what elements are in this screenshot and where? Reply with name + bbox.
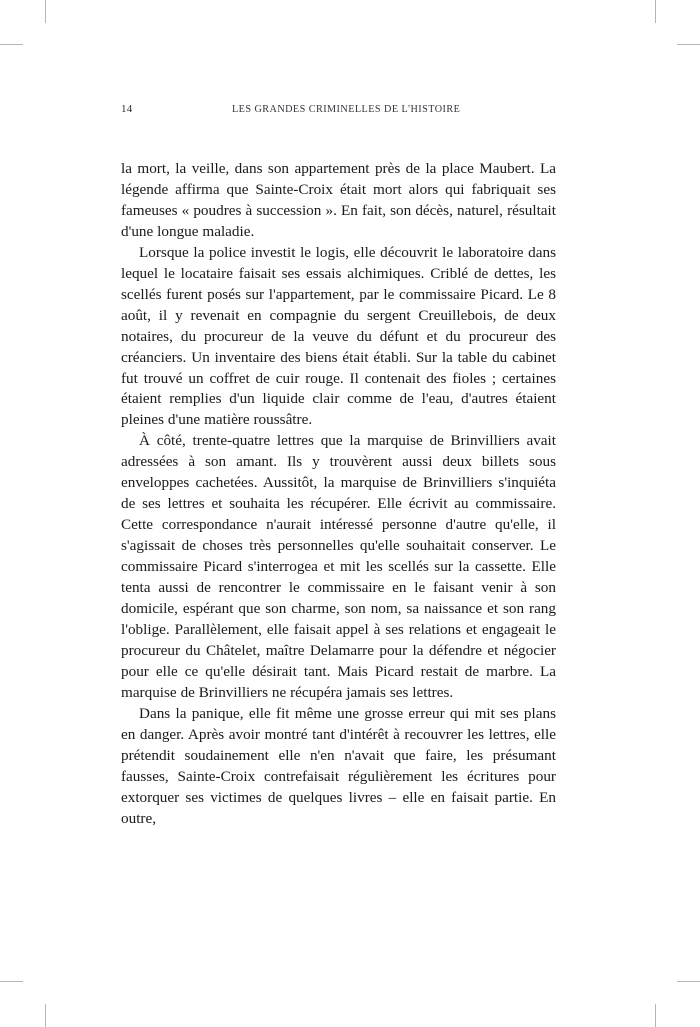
paragraph: Dans la panique, elle fit même une grosse erreur qui mit ses plans en danger. Après avoir montré tant d'intérêt à recouvrer les lettres, elle prétendit soudainement elle n'en n'avait que faire, les présumant fausses, Sainte-Croix contrefaisait régulièrement les écritures pour extorquer ses victimes de quelques livres – elle en faisait partie. En outre, bbox=[121, 704, 556, 827]
crop-mark-bottom-left-horizontal bbox=[0, 981, 23, 982]
running-head-title: LES GRANDES CRIMINELLES DE L'HISTOIRE bbox=[232, 104, 461, 115]
crop-mark-top-right-horizontal bbox=[677, 44, 700, 45]
crop-mark-bottom-right-horizontal bbox=[677, 981, 700, 982]
paragraph: Lorsque la police investit le logis, elle découvrit le laboratoire dans lequel le locataire faisait ses essais alchimiques. Criblé de dettes, les scellés furent posés sur l'appartement, par le commissaire Picard. Le 8 août, il y revenait en compagnie du sergent Creuillebois, de deux notaires, du procureur de la veuve du défunt et du procureur des créanciers. Un inventaire des biens était établi. Sur la table du cabinet fut trouvé un coffret de cuir rouge. Il contenait des fioles ; certaines étaient remplies d'un liquide clair comme de l'eau, d'autres étaient pleines d'une matière roussâtre. bbox=[121, 243, 556, 429]
page-number: 14 bbox=[121, 103, 133, 115]
paragraph: À côté, trente-quatre lettres que la marquise de Brinvilliers avait adressées à son amant. Ils y trouvèrent aussi deux billets sous enveloppes cachetées. Aussitôt, la marquise de Brinvilliers s'inquiéta de ses lettres et souhaita les récupérer. Elle écrivit au commissaire. Cette correspondance n'aurait intéressé personne d'autre qu'elle, il s'agissait de choses très personnelles qu'elle souhaitait conserver. Le commissaire Picard s'interrogea et mit les scellés sur la cassette. Elle tenta aussi de rencontrer le commissaire en le faisant venir à son domicile, espérant que son charme, son nom, sa naissance et son rang l'oblige. Parallèlement, elle faisait appel à ses relations et engageait le procureur du Châtelet, maître Delamarre pour la défendre et négocier pour elle ce qu'elle désirait tant. Mais Picard restait de marbre. La marquise de Brinvilliers ne récupéra jamais ses lettres. bbox=[121, 432, 556, 701]
paragraph: la mort, la veille, dans son appartement près de la place Maubert. La légende affirma que Sainte-Croix était mort alors qui fabriquait ses fameuses « poudres à succession ». En fait, son décès, naturel, résultait d'une longue maladie. bbox=[121, 160, 556, 240]
crop-mark-top-left-vertical bbox=[45, 0, 46, 23]
crop-mark-bottom-right-vertical bbox=[655, 1004, 656, 1027]
crop-mark-top-right-vertical bbox=[655, 0, 656, 23]
book-page bbox=[121, 0, 556, 1027]
crop-mark-top-left-horizontal bbox=[0, 44, 23, 45]
body-text-block bbox=[121, 159, 556, 830]
crop-mark-bottom-left-vertical bbox=[45, 1004, 46, 1027]
running-head bbox=[121, 103, 556, 119]
